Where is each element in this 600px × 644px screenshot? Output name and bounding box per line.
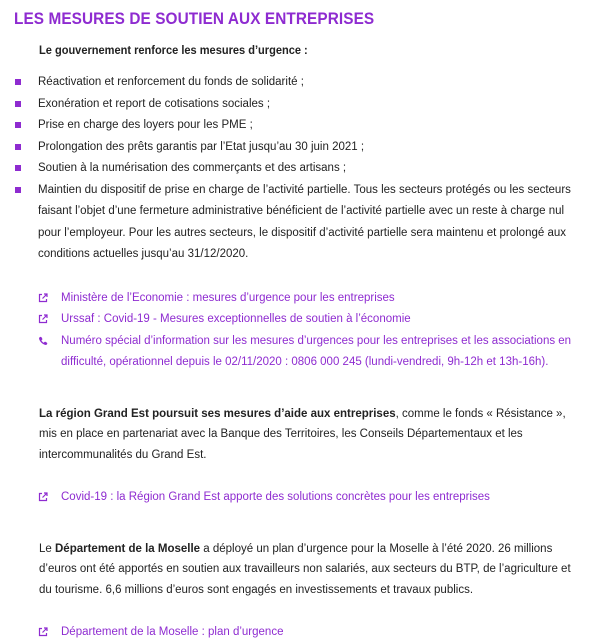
external-link-icon [38, 293, 48, 303]
measures-list [14, 72, 586, 266]
bullet-square-icon [15, 101, 21, 107]
bullet-square-icon [15, 187, 21, 193]
list-item [14, 115, 586, 137]
list-item-text: Maintien du dispositif de prise en charge de l’activité partielle. Tous les secteurs protégés ou les secteurs faisant l’objet d’une fermeture administrative bénéficient de l’activité partielle avec un reste à charge nul pour l’employeur. Pour les autres secteurs, le dispositif d’activité partielle sera maintenu et prolongé aux conditions actuelles jusqu’au 31/12/2020. [38, 183, 571, 260]
moselle-links [14, 622, 586, 644]
moselle-pre-text: Le [39, 542, 55, 555]
phone-icon [38, 336, 48, 346]
bullet-square-icon [15, 122, 21, 128]
list-item-text: Prolongation des prêts garantis par l’Etat jusqu’au 30 juin 2021 ; [38, 140, 365, 153]
moselle-text: a déployé un plan d’urgence pour la Moselle à l’été 2020. 26 millions d’euros ont été apportés en soutien aux travailleurs non salariés, aux secteurs du BTP, de l’agriculture et du tourisme. 6,6 millions d’euros sont engagés en investissements et travaux publics. [39, 542, 571, 596]
list-item-text: Prise en charge des loyers pour les PME ; [38, 119, 253, 131]
government-links [14, 288, 586, 374]
moselle-paragraph [14, 539, 586, 601]
list-item-text: Exonération et report de cotisations sociales ; [38, 97, 271, 110]
bullet-square-icon [15, 79, 21, 85]
region-paragraph [14, 404, 586, 466]
link-text[interactable]: Numéro spécial d’information sur les mesures d’urgences pour les entreprises et les associations en difficulté, opérationnel depuis le 02/11/2020 : 0806 000 245 (lundi-vendredi, 9h-12h et 13h-16h). [61, 334, 572, 368]
moselle-bold-text: Département de la Moselle [55, 542, 201, 555]
link-text[interactable]: Covid-19 : la Région Grand Est apporte des solutions concrètes pour les entreprises [61, 491, 490, 503]
external-link-icon [38, 492, 48, 502]
list-item-text: Réactivation et renforcement du fonds de solidarité ; [38, 76, 304, 88]
link-region-grand-est[interactable] [14, 487, 586, 509]
region-links [14, 487, 586, 509]
link-economie[interactable] [14, 288, 586, 310]
region-text: , comme le fonds « Résistance », mis en place en partenariat avec la Banque des Territoires, les Conseils Départementaux et les intercommunalités du Grand Est. [39, 407, 566, 461]
link-text[interactable]: Urssaf : Covid-19 - Mesures exceptionnelles de soutien à l’économie [61, 313, 411, 325]
list-item [14, 72, 586, 94]
list-item [14, 94, 586, 116]
region-bold-text: La région Grand Est poursuit ses mesures d’aide aux entreprises [39, 407, 396, 420]
link-text[interactable]: Département de la Moselle : plan d’urgence [61, 626, 284, 638]
list-item-text: Soutien à la numérisation des commerçants et des artisans ; [38, 162, 347, 174]
bullet-square-icon [15, 144, 21, 150]
list-item [14, 180, 586, 266]
link-urssaf[interactable] [14, 309, 586, 331]
link-phone-number[interactable] [14, 331, 586, 374]
page-title: LES MESURES DE SOUTIEN AUX ENTREPRISES [14, 10, 375, 28]
bullet-square-icon [15, 165, 21, 171]
link-text[interactable]: Ministère de l’Economie : mesures d’urgence pour les entreprises [61, 291, 395, 304]
external-link-icon [38, 314, 48, 324]
lead-text: Le gouvernement renforce les mesures d’urgence : [39, 45, 308, 57]
link-moselle[interactable] [14, 622, 586, 644]
list-item [14, 158, 586, 180]
list-item [14, 137, 586, 159]
